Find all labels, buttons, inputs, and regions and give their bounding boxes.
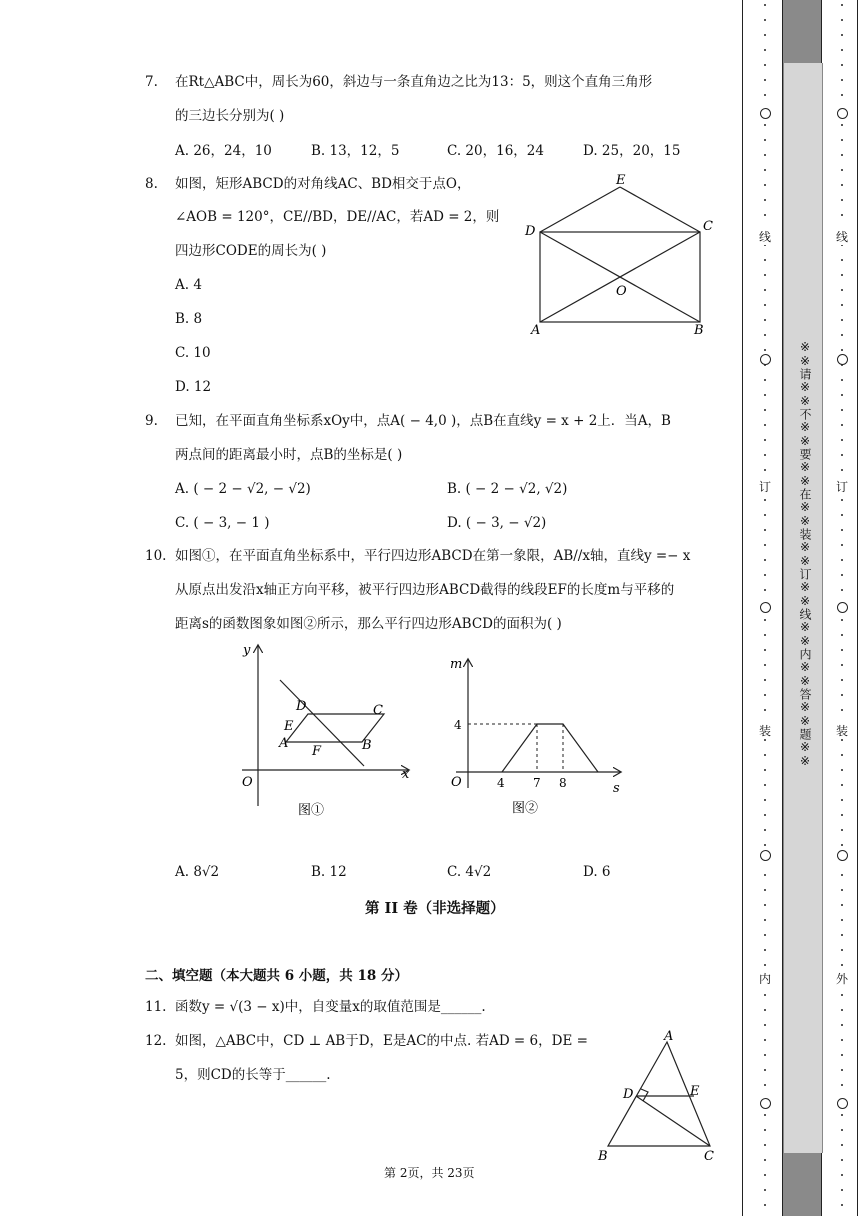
binding-dot xyxy=(764,1024,766,1026)
binding-dot xyxy=(841,79,843,81)
q9-option-a: A. ( − 2 − √2, − √2) xyxy=(175,481,311,497)
binding-dot xyxy=(764,409,766,411)
binding-dot xyxy=(764,754,766,756)
binding-dot xyxy=(841,1159,843,1161)
binding-char-ding-inner: 订 xyxy=(758,480,771,494)
binding-dot xyxy=(764,589,766,591)
binding-dot xyxy=(841,814,843,816)
q7-option-d: D. 25，20，15 xyxy=(583,143,681,159)
binding-dot xyxy=(841,34,843,36)
binding-dot xyxy=(841,274,843,276)
binding-dot xyxy=(764,304,766,306)
q7-text-line2: 的三边长分别为( ) xyxy=(175,108,285,124)
binding-border-left xyxy=(742,0,743,1216)
binding-dot xyxy=(764,274,766,276)
binding-dot xyxy=(764,1039,766,1041)
binding-dot xyxy=(841,169,843,171)
binding-dot xyxy=(764,154,766,156)
q9-option-c: C. ( − 3, − 1 ) xyxy=(175,515,270,531)
binding-dot xyxy=(764,784,766,786)
binding-dot xyxy=(764,1009,766,1011)
binding-char-xian-outer: 线 xyxy=(835,230,848,244)
q12-label-e: E xyxy=(690,1084,700,1099)
binding-hole-circle xyxy=(760,108,771,119)
q10-f1-label-x: x xyxy=(402,767,410,782)
binding-dot xyxy=(764,829,766,831)
binding-dot xyxy=(764,574,766,576)
binding-hole-circle xyxy=(760,850,771,861)
binding-dot xyxy=(841,454,843,456)
binding-dot xyxy=(841,1204,843,1206)
binding-dot xyxy=(764,79,766,81)
q9-number: 9. xyxy=(145,413,158,429)
q8-label-a: A xyxy=(531,323,541,338)
binding-dot xyxy=(764,439,766,441)
q10-option-a: A. 8√2 xyxy=(175,864,220,880)
binding-dot xyxy=(764,544,766,546)
binding-dot xyxy=(841,1144,843,1146)
binding-dot xyxy=(764,919,766,921)
binding-dot xyxy=(841,1114,843,1116)
q10-f1-label-e: E xyxy=(284,719,294,734)
q10-f1-label-d: D xyxy=(296,699,307,714)
binding-dot xyxy=(764,184,766,186)
binding-dot xyxy=(841,154,843,156)
binding-char-xian-inner: 线 xyxy=(758,230,771,244)
q8-label-c: C xyxy=(703,219,713,234)
q11-number: 11. xyxy=(145,999,167,1015)
q10-option-c: C. 4√2 xyxy=(447,864,492,880)
binding-dot xyxy=(764,499,766,501)
binding-dot xyxy=(841,889,843,891)
binding-dot xyxy=(841,4,843,6)
q12-label-a: A xyxy=(664,1029,674,1044)
q7-text-line1: 在Rt△ABC中，周长为60，斜边与一条直角边之比为13：5，则这个直角三角形 xyxy=(175,74,653,90)
q8-option-d: D. 12 xyxy=(175,379,212,395)
binding-dot xyxy=(764,904,766,906)
binding-dot xyxy=(841,94,843,96)
q12-label-b: B xyxy=(598,1149,608,1164)
binding-dot xyxy=(841,499,843,501)
binding-dot xyxy=(764,634,766,636)
q10-f2-label-m: m xyxy=(450,657,463,672)
binding-dot xyxy=(764,289,766,291)
q10-text-line3: 距离s的函数图象如图②所示，那么平行四边形ABCD的面积为( ) xyxy=(175,616,562,632)
binding-char-nei-inner: 内 xyxy=(758,972,771,986)
page-footer: 第 2页，共 23页 xyxy=(384,1166,475,1180)
binding-dot xyxy=(841,589,843,591)
binding-dot xyxy=(841,994,843,996)
binding-dot xyxy=(841,844,843,846)
binding-dot xyxy=(764,1069,766,1071)
q12-label-c: C xyxy=(704,1149,714,1164)
binding-dot xyxy=(764,259,766,261)
binding-hole-circle xyxy=(760,354,771,365)
binding-char-ding-outer: 订 xyxy=(835,480,848,494)
q8-option-c: C. 10 xyxy=(175,345,211,361)
q8-text-line1: 如图，矩形ABCD的对角线AC、BD相交于点O， xyxy=(175,176,471,192)
q10-f1-label-b: B xyxy=(362,738,372,753)
binding-dot xyxy=(764,844,766,846)
binding-dot xyxy=(764,124,766,126)
binding-dot xyxy=(841,19,843,21)
binding-dot xyxy=(841,874,843,876)
q10-f2-label-s: s xyxy=(613,781,620,796)
binding-dot xyxy=(764,1189,766,1191)
q10-figure-2 xyxy=(442,652,632,822)
binding-dot xyxy=(841,529,843,531)
q9-text-line2: 两点间的距离最小时，点B的坐标是( ) xyxy=(175,447,403,463)
q10-f2-caption: 图② xyxy=(512,801,539,816)
binding-dot xyxy=(841,424,843,426)
binding-dot xyxy=(764,709,766,711)
binding-dot xyxy=(841,139,843,141)
q9-option-b: B. ( − 2 − √2, √2) xyxy=(447,481,568,497)
binding-hole-circle xyxy=(837,108,848,119)
binding-dot xyxy=(764,199,766,201)
q10-f1-label-a: A xyxy=(279,736,289,751)
binding-dot xyxy=(764,379,766,381)
binding-dot xyxy=(764,619,766,621)
binding-dot xyxy=(841,1024,843,1026)
binding-dot xyxy=(764,1084,766,1086)
q10-f1-label-y: y xyxy=(243,643,251,658)
q8-rectangle-figure xyxy=(520,168,720,340)
binding-dot xyxy=(841,1129,843,1131)
q10-text-line2: 从原点出发沿x轴正方向平移，被平行四边形ABCD截得的线段EF的长度m与平移的 xyxy=(175,582,675,598)
binding-dot xyxy=(841,1069,843,1071)
binding-dot xyxy=(841,349,843,351)
q10-option-d: D. 6 xyxy=(583,864,611,880)
binding-dot xyxy=(841,769,843,771)
binding-dot xyxy=(764,139,766,141)
binding-dot xyxy=(841,409,843,411)
q11-text: 函数y = √(3 − x)中，自变量x的取值范围是______. xyxy=(175,999,486,1015)
binding-dot xyxy=(764,349,766,351)
binding-dot xyxy=(841,949,843,951)
q10-f1-label-f: F xyxy=(312,744,322,759)
binding-dot xyxy=(764,664,766,666)
q8-text-line3: 四边形CODE的周长为( ) xyxy=(175,243,327,259)
q10-f2-tick-s-7: 7 xyxy=(533,776,541,790)
q8-label-e: E xyxy=(616,173,626,188)
binding-dot xyxy=(841,199,843,201)
binding-dot xyxy=(764,739,766,741)
q7-option-c: C. 20，16，24 xyxy=(447,143,544,159)
binding-dot xyxy=(764,1144,766,1146)
part2-title: 第 II 卷（非选择题） xyxy=(365,900,505,917)
q8-label-o: O xyxy=(616,284,627,299)
binding-dot xyxy=(764,424,766,426)
q8-text-line2: ∠AOB = 120°，CE//BD，DE//AC，若AD = 2，则 xyxy=(175,209,500,225)
q10-f2-tick-m: 4 xyxy=(454,718,462,732)
binding-dot xyxy=(841,439,843,441)
binding-dot xyxy=(841,1084,843,1086)
binding-dot xyxy=(764,1204,766,1206)
binding-dot xyxy=(764,874,766,876)
binding-hole-circle xyxy=(837,602,848,613)
binding-dot xyxy=(841,334,843,336)
binding-char-wai-outer: 外 xyxy=(835,972,848,986)
binding-dot xyxy=(764,889,766,891)
binding-dot xyxy=(764,454,766,456)
q10-figure-1 xyxy=(232,638,422,828)
binding-dot xyxy=(764,964,766,966)
binding-dot xyxy=(764,799,766,801)
binding-dot xyxy=(841,919,843,921)
q10-f1-caption: 图① xyxy=(298,803,325,818)
binding-dot xyxy=(841,574,843,576)
binding-dot xyxy=(764,1174,766,1176)
binding-dot xyxy=(841,259,843,261)
binding-dot xyxy=(841,934,843,936)
binding-dot xyxy=(841,514,843,516)
binding-dot xyxy=(764,169,766,171)
binding-dot xyxy=(764,1054,766,1056)
binding-dot xyxy=(841,319,843,321)
binding-dot xyxy=(841,784,843,786)
binding-dot xyxy=(764,679,766,681)
binding-dot xyxy=(764,949,766,951)
q10-text-line1: 如图①，在平面直角坐标系中，平行四边形ABCD在第一象限，AB//x轴，直线y =− x xyxy=(175,548,691,564)
binding-cap-top xyxy=(783,0,821,63)
binding-dot xyxy=(841,649,843,651)
binding-dot xyxy=(841,124,843,126)
binding-warning-text: ※※请※※不※※要※※在※※装※※订※※线※※内※※答※※题※※ xyxy=(798,340,812,768)
binding-dot xyxy=(841,1009,843,1011)
q7-option-b: B. 13，12，5 xyxy=(311,143,400,159)
binding-dot xyxy=(841,64,843,66)
q8-number: 8. xyxy=(145,176,158,192)
binding-dot xyxy=(764,394,766,396)
binding-dot xyxy=(841,1174,843,1176)
binding-dot xyxy=(764,529,766,531)
q8-label-d: D xyxy=(525,224,536,239)
q8-option-b: B. 8 xyxy=(175,311,203,327)
q10-f2-tick-s-8: 8 xyxy=(559,776,567,790)
binding-dot xyxy=(841,679,843,681)
q12-label-d: D xyxy=(623,1087,634,1102)
binding-dot xyxy=(764,649,766,651)
binding-dot xyxy=(764,769,766,771)
binding-dot xyxy=(841,634,843,636)
binding-dot xyxy=(764,94,766,96)
q12-text-line1: 如图，△ABC中，CD ⊥ AB于D，E是AC的中点. 若AD = 6，DE = xyxy=(175,1033,588,1049)
q8-label-b: B xyxy=(694,323,704,338)
binding-dot xyxy=(764,1114,766,1116)
binding-dot xyxy=(841,394,843,396)
binding-dot xyxy=(841,904,843,906)
binding-dot xyxy=(764,814,766,816)
q10-f1-label-o: O xyxy=(242,775,253,790)
binding-dot xyxy=(841,289,843,291)
q10-number: 10. xyxy=(145,548,167,564)
binding-dot xyxy=(764,334,766,336)
binding-hole-circle xyxy=(760,1098,771,1109)
binding-dot xyxy=(841,304,843,306)
binding-border-right xyxy=(857,0,858,1216)
binding-dot xyxy=(841,1039,843,1041)
q7-option-a: A. 26，24，10 xyxy=(175,143,272,159)
binding-hole-circle xyxy=(837,1098,848,1109)
binding-dot xyxy=(841,559,843,561)
binding-dot xyxy=(841,829,843,831)
binding-dot xyxy=(841,49,843,51)
q9-text-line1: 已知，在平面直角坐标系xOy中，点A( − 4,0 )，点B在直线y = x + 2上．当A，B xyxy=(175,413,671,429)
binding-hole-circle xyxy=(837,354,848,365)
binding-dot xyxy=(764,64,766,66)
binding-dot xyxy=(841,469,843,471)
binding-hole-circle xyxy=(760,602,771,613)
binding-dot xyxy=(841,709,843,711)
q9-option-d: D. ( − 3, − √2) xyxy=(447,515,547,531)
binding-dot xyxy=(841,184,843,186)
q8-option-a: A. 4 xyxy=(175,277,202,293)
binding-dot xyxy=(841,1189,843,1191)
binding-dot xyxy=(841,694,843,696)
binding-dot xyxy=(841,1054,843,1056)
binding-dot xyxy=(764,694,766,696)
binding-dot xyxy=(841,964,843,966)
binding-dot xyxy=(841,544,843,546)
binding-dot xyxy=(841,379,843,381)
binding-dot xyxy=(764,214,766,216)
binding-dot xyxy=(841,754,843,756)
binding-dot xyxy=(764,4,766,6)
q12-number: 12. xyxy=(145,1033,167,1049)
binding-dot xyxy=(764,34,766,36)
binding-dot xyxy=(764,469,766,471)
binding-dot xyxy=(841,619,843,621)
q10-f1-label-c: C xyxy=(373,703,383,718)
binding-dot xyxy=(764,319,766,321)
fill-blank-heading: 二、填空题（本大题共 6 小题，共 18 分） xyxy=(145,968,408,984)
binding-dot xyxy=(841,664,843,666)
binding-dot xyxy=(841,799,843,801)
binding-dot xyxy=(764,994,766,996)
q7-number: 7. xyxy=(145,74,158,90)
binding-dot xyxy=(841,214,843,216)
q10-f2-label-o: O xyxy=(451,775,462,790)
q12-text-line2: 5，则CD的长等于______. xyxy=(175,1067,331,1083)
binding-dot xyxy=(764,1159,766,1161)
binding-dot xyxy=(764,514,766,516)
q10-option-b: B. 12 xyxy=(311,864,347,880)
binding-dot xyxy=(764,1129,766,1131)
binding-cap-bottom xyxy=(783,1153,821,1216)
binding-dot xyxy=(764,559,766,561)
q12-triangle-figure xyxy=(594,1026,724,1166)
binding-char-zhuang-outer: 装 xyxy=(835,724,848,738)
binding-dot xyxy=(764,934,766,936)
binding-dot xyxy=(764,49,766,51)
binding-hole-circle xyxy=(837,850,848,861)
binding-dot xyxy=(764,19,766,21)
binding-char-zhuang-inner: 装 xyxy=(758,724,771,738)
q10-f2-tick-s-4: 4 xyxy=(497,776,505,790)
binding-dot xyxy=(841,739,843,741)
